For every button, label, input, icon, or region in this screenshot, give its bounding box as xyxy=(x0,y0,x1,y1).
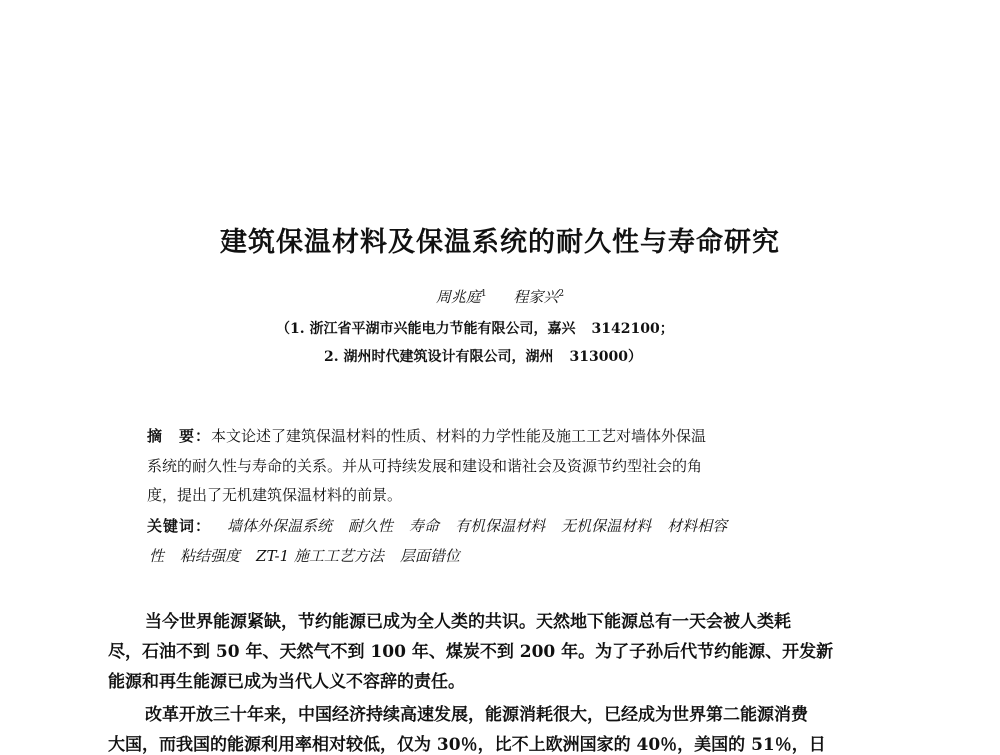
keyword: 墙体外保温系统 xyxy=(227,517,333,535)
postal-code: 313000） xyxy=(569,349,642,365)
body-text-line: 当今世界能源紧缺，节约能源已成为全人类的共识。天然地下能源总有一天会被人类耗 xyxy=(145,612,791,632)
paper-title: 建筑保温材料及保温系统的耐久性与寿命研究 xyxy=(220,227,780,258)
abstract-label: 摘 要： xyxy=(147,427,212,445)
affiliation-text: 2. 湖州时代建筑设计有限公司，湖州 xyxy=(324,349,554,365)
postal-code: 3142100； xyxy=(591,321,674,337)
keyword: 无机保温材料 xyxy=(561,517,652,535)
body-text-line: 尽，石油不到 50 年、天然气不到 100 年、煤炭不到 200 年。为了子孙后代节约能源、开发新 xyxy=(108,642,834,662)
body-text-line: 能源和再生能源已成为当代人义不容辞的责任。 xyxy=(108,672,465,692)
author-name: 程家兴 xyxy=(513,288,559,306)
keyword: 层面错位 xyxy=(399,547,460,565)
affiliation-1 xyxy=(276,318,674,338)
author-1 xyxy=(436,288,487,306)
keywords-label: 关键词： xyxy=(147,517,212,535)
keyword: 性 xyxy=(149,547,165,565)
author-affiliation-mark: 1 xyxy=(480,289,487,299)
keyword: 耐久性 xyxy=(348,517,394,535)
keyword: 粘结强度 xyxy=(180,547,241,565)
affiliation-text: （1. 浙江省平湖市兴能电力节能有限公司，嘉兴 xyxy=(276,321,576,337)
author-name: 周兆庭 xyxy=(435,288,481,306)
abstract-text: 本文论述了建筑保温材料的性质、材料的力学性能及施工工艺对墙体外保温 xyxy=(211,427,707,445)
keyword: ZT-1 施工工艺方法 xyxy=(256,547,384,565)
body-text-line: 大国，而我国的能源利用率相对较低，仅为 30％，比不上欧洲国家的 40％，美国的 51％，日 xyxy=(108,735,826,755)
keywords-line xyxy=(147,515,867,536)
author-list xyxy=(0,286,1000,307)
author-affiliation-mark: 2 xyxy=(558,289,565,299)
affiliation-2 xyxy=(324,346,642,366)
abstract-line: 度，提出了无机建筑保温材料的前景。 xyxy=(147,486,403,504)
keyword: 材料相容 xyxy=(667,517,728,535)
abstract-line xyxy=(147,425,867,446)
keywords-line xyxy=(147,545,867,566)
body-text-line: 改革开放三十年来，中国经济持续高速发展，能源消耗很大，巳经成为世界第二能源消费 xyxy=(145,705,808,725)
author-2 xyxy=(513,288,564,306)
keyword: 有机保温材料 xyxy=(455,517,546,535)
keyword: 寿命 xyxy=(409,517,440,535)
abstract-line: 系统的耐久性与寿命的关系。并从可持续发展和建设和谐社会及资源节约型社会的角 xyxy=(147,457,703,475)
